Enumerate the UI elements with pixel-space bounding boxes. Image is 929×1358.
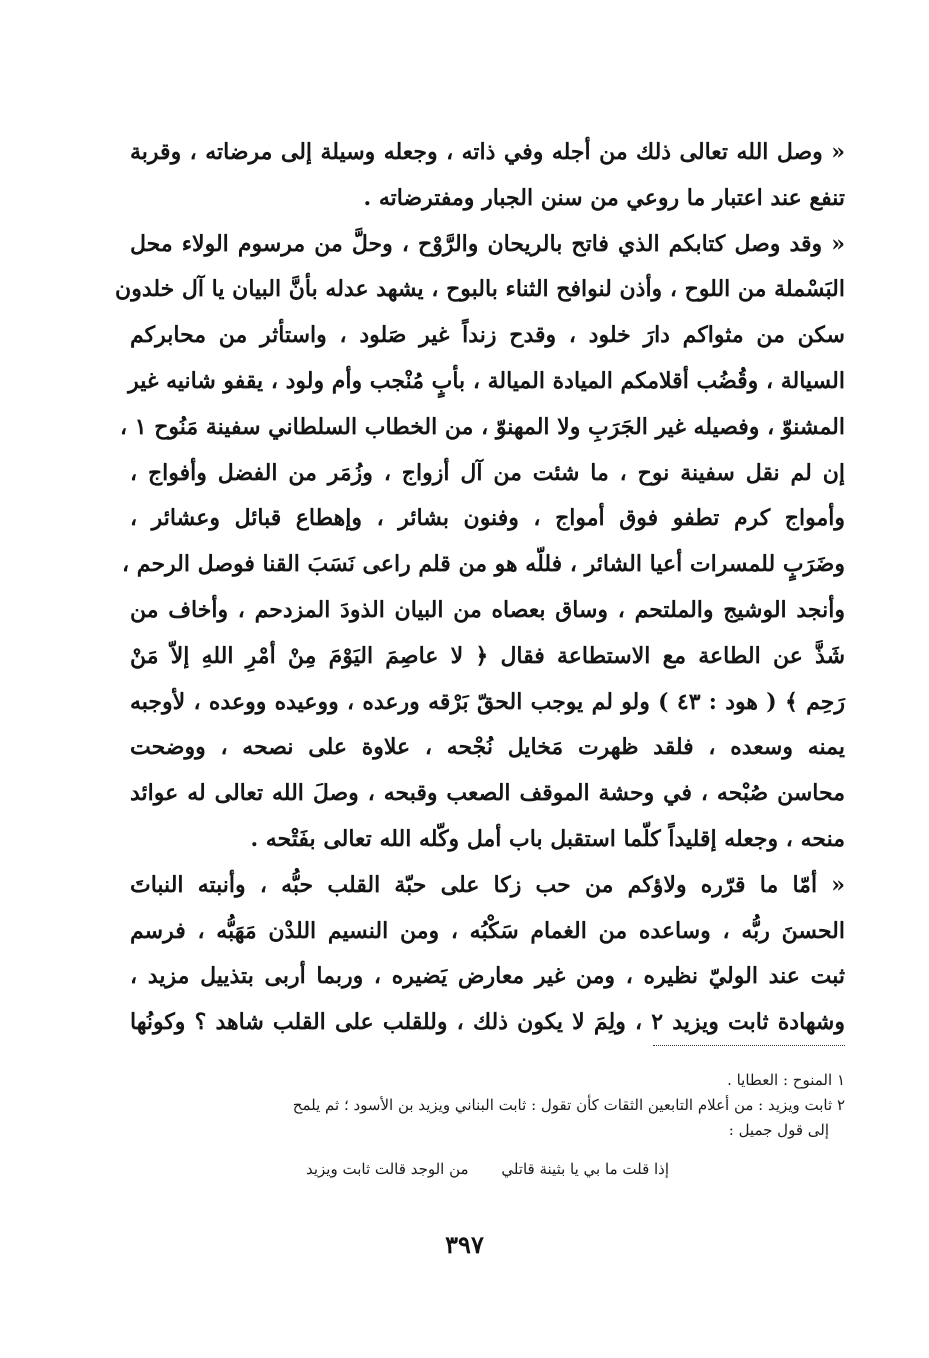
text-line: محاسن صُبْحه ، في وحشة الموقف الصعب وقبحه ، وصلَ الله تعالى له عوائد <box>130 780 845 807</box>
text-line: شَذَّ عن الطاعة مع الاستطاعة فقال ﴿ لا عاصِمَ اليَوْمَ مِنْ أمْرِ اللهِ إلاّ مَنْ <box>130 642 845 669</box>
text-line: رَحِم ﴾ ( هود : ٤٣ ) ولو لم يوجب الحقّ بَرْقه ورعده ، ووعيده ووعده ، لأوجبه <box>130 688 845 715</box>
text-line: وأمواج كرم تطفو فوق أمواج ، وفنون بشائر ، وإهطاع قبائل وعشائر ، <box>130 505 845 532</box>
text-line: تنفع عند اعتبار ما روعي من سنن الجبار ومفترضاته . <box>363 184 845 211</box>
text-line: وضَرَبٍ للمسرات أعيا الشائر ، فللّه هو من قلم راعى نَسَبَ القنا فوصل الرحم ، <box>122 551 845 578</box>
text-line: وأنجد الوشيج والملتحم ، وساق بعصاه من البيان الذودَ المزدحم ، وأخاف من <box>130 596 845 623</box>
text-line: الحسنَ ربُّه ، وساعده من الغمام سَكْبُه ، ومن النسيم اللدْن مَهَبُّه ، فرسم <box>130 917 845 944</box>
poetry-verse <box>130 1157 845 1182</box>
page-number: ٣٩٧ <box>445 1230 484 1259</box>
footnote-2: ٢ ثابت ويزيد : من أعلام التابعين الثقات كأن تقول : ثابت البناني ويزيد بن الأسود ؛ ثم يلمح <box>292 1096 845 1114</box>
text-line: المشنوّ ، وفصيله غير الجَرَبِ ولا المهنوّ ، من الخطاب السلطاني سفينة مَنُوح ١ ، <box>119 413 845 440</box>
text-line: منحه ، وجعله إقليداً كلّما استقبل باب أمل وكّله الله تعالى بفَتْحه . <box>250 825 845 852</box>
text-line: البَسْملة من اللوح ، وأذن لنوافح الثناء بالبوح ، يشهد عدله بأنَّ البيان يا آل خلدون <box>115 276 845 303</box>
footnote-1: ١ المنوح : العطايا . <box>727 1071 845 1089</box>
main-text <box>115 130 845 1046</box>
text-line: إن لم نقل سفينة نوح ، ما شئت من آل أزواج ، وزُمَر من الفضل وأفواج ، <box>130 459 845 486</box>
text-line: « وقد وصل كتابكم الذي فاتح بالريحان والرَّوْح ، وحلَّ من مرسوم الولاء محل <box>130 230 845 257</box>
text-line: ثبت عند الوليّ نظيره ، ومن غير معارض يَضيره ، وربما أربى بتذييل مزيد ، <box>130 963 845 990</box>
text-line: السيالة ، وقُضُب أقلامكم الميادة الميالة ، بأبٍ مُنْجب وأم ولود ، يقفو شانيه غير <box>128 367 845 394</box>
text-line: « وصل الله تعالى ذلك من أجله وفي ذاته ، وجعله وسيلة إلى مرضاته ، وقربة <box>130 139 845 165</box>
verse-first-hemistich: إذا قلت ما بي يا بثينة قاتلي <box>501 1160 670 1178</box>
footnotes <box>130 1068 845 1182</box>
text-line: سكن من مثواكم دارَ خلود ، وقدح زنداً غير صَلود ، واستأثر من محابركم <box>130 322 845 349</box>
verse-second-hemistich: من الوجد قالت ثابت ويزيد <box>305 1160 469 1178</box>
footnote-2-continuation: إلى قول جميل : <box>728 1121 829 1139</box>
text-line: « أمّا ما قرّره ولاؤكم من حب زكا على حبّة القلب حبُّه ، وأنبته النباتَ <box>130 871 845 898</box>
text-line: يمنه وسعده ، فلقد ظهرت مَخايل نُجْحه ، علاوة على نصحه ، ووضحت <box>130 734 845 761</box>
footnote-divider <box>653 1045 845 1046</box>
text-line: وشهادة ثابت ويزيد ٢ ، ولِمَ لا يكون ذلك ، وللقلب على القلب شاهد ؟ وكونُها <box>130 1009 845 1036</box>
